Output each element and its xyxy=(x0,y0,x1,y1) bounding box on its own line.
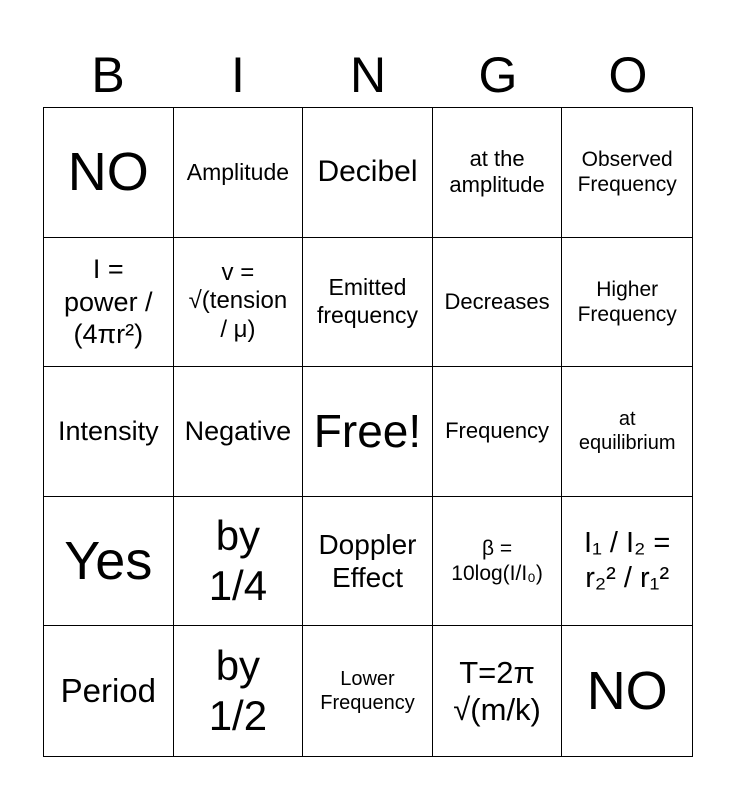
bingo-cell-text: Decibel xyxy=(317,155,418,189)
bingo-cell[interactable] xyxy=(303,108,433,238)
header-letter-g-3: G xyxy=(478,47,518,103)
bingo-cell-text: Frequency xyxy=(445,418,550,444)
bingo-cell[interactable] xyxy=(174,626,304,756)
bingo-cell-text: NO xyxy=(67,141,149,202)
bingo-cell[interactable] xyxy=(433,108,563,238)
bingo-header xyxy=(43,42,693,108)
bingo-cell-text: β = 10log(I/I₀) xyxy=(451,536,543,586)
bingo-cell-text: Doppler Effect xyxy=(318,528,417,594)
bingo-cell-text: Amplitude xyxy=(186,158,290,185)
bingo-cell[interactable] xyxy=(174,367,304,497)
bingo-cell-text: Free! xyxy=(313,404,422,457)
bingo-cell-text: at equilibrium xyxy=(578,408,676,455)
bingo-cell-text: Lower Frequency xyxy=(320,668,415,715)
bingo-cell-text: T=2π √(m/k) xyxy=(453,655,541,728)
bingo-cell[interactable] xyxy=(433,626,563,756)
bingo-cell[interactable] xyxy=(433,497,563,627)
bingo-cell[interactable] xyxy=(562,238,692,368)
bingo-cell-text: Observed Frequency xyxy=(577,148,677,197)
bingo-cell-text: at the amplitude xyxy=(449,145,545,198)
bingo-cell-text: Period xyxy=(60,672,156,710)
bingo-cell[interactable] xyxy=(433,238,563,368)
bingo-cell-text: Higher Frequency xyxy=(577,277,677,326)
bingo-cell[interactable] xyxy=(174,238,304,368)
bingo-cell[interactable] xyxy=(44,367,174,497)
bingo-cell-text: I₁ / I₂ = r₂² / r₁² xyxy=(584,527,671,595)
bingo-cell-text: v = √(tension / μ) xyxy=(188,258,288,344)
header-letter-i-1: I xyxy=(231,47,245,103)
header-letter-n-2: N xyxy=(349,47,387,103)
bingo-cell[interactable] xyxy=(44,238,174,368)
bingo-cell-text: Negative xyxy=(184,416,292,447)
bingo-cell[interactable] xyxy=(44,108,174,238)
bingo-cell-text: NO xyxy=(586,660,668,721)
bingo-cell[interactable] xyxy=(303,626,433,756)
bingo-cell-text: Intensity xyxy=(58,416,159,447)
bingo-cell-text: Yes xyxy=(64,530,153,591)
bingo-cell-text: Decreases xyxy=(444,288,550,314)
header-letter-b-0: B xyxy=(91,47,125,103)
bingo-cell[interactable] xyxy=(562,497,692,627)
bingo-cell[interactable] xyxy=(562,626,692,756)
bingo-cell[interactable] xyxy=(174,497,304,627)
bingo-cell-text: Emitted frequency xyxy=(316,274,418,328)
bingo-cell[interactable] xyxy=(433,367,563,497)
bingo-cell[interactable] xyxy=(44,626,174,756)
bingo-cell-text: I = power / (4πr²) xyxy=(64,254,153,350)
bingo-cell-text: by 1/2 xyxy=(208,641,268,740)
header-letter-o-4: O xyxy=(608,47,648,103)
bingo-cell[interactable] xyxy=(303,238,433,368)
bingo-card-grid xyxy=(43,107,693,757)
bingo-cell[interactable] xyxy=(562,108,692,238)
bingo-cell[interactable] xyxy=(303,497,433,627)
bingo-cell-text: by 1/4 xyxy=(208,511,268,610)
bingo-cell[interactable] xyxy=(174,108,304,238)
bingo-cell[interactable] xyxy=(562,367,692,497)
bingo-cell[interactable] xyxy=(44,497,174,627)
free-space-cell[interactable] xyxy=(303,367,433,497)
